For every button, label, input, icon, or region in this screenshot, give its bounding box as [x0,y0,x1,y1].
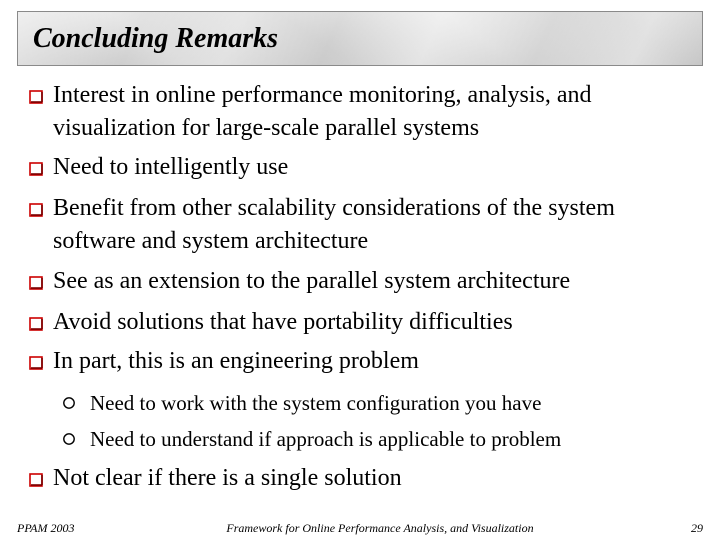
sub-bullet-text: Need to understand if approach is applicable to problem [90,427,562,451]
bullet-text: Avoid solutions that have portability difficulties [53,309,513,335]
bullet-text: See as an extension to the parallel system architecture [53,268,571,294]
bullet-text: In part, this is an engineering problem [53,348,419,374]
red-square-bullet-icon [29,316,44,331]
red-square-bullet-icon [29,202,44,217]
sub-bullet-text: Need to work with the system configuration you have [90,391,542,415]
red-square-bullet-icon [29,275,44,290]
hollow-circle-bullet-icon [62,396,76,410]
bullet-text: Need to intelligently use [53,154,289,180]
page-number: 29 [691,521,703,535]
bullet-text: Benefit from other scalability considerations of the system software and system architecture [53,195,615,254]
title-bar [17,11,703,66]
hollow-circle-bullet-icon [62,432,76,446]
red-square-bullet-icon [29,161,44,176]
footer-title: Framework for Online Performance Analysis, and Visualization [226,521,534,535]
red-square-bullet-icon [29,355,44,370]
red-square-bullet-icon [29,89,44,104]
bullet-text: Not clear if there is a single solution [53,465,402,491]
slide-title: Concluding Remarks [33,23,279,54]
footer-conference: PPAM 2003 [17,521,75,535]
bullet-text: Interest in online performance monitoring, analysis, and visualization for large-scale parallel systems [53,82,592,141]
red-square-bullet-icon [29,472,44,487]
